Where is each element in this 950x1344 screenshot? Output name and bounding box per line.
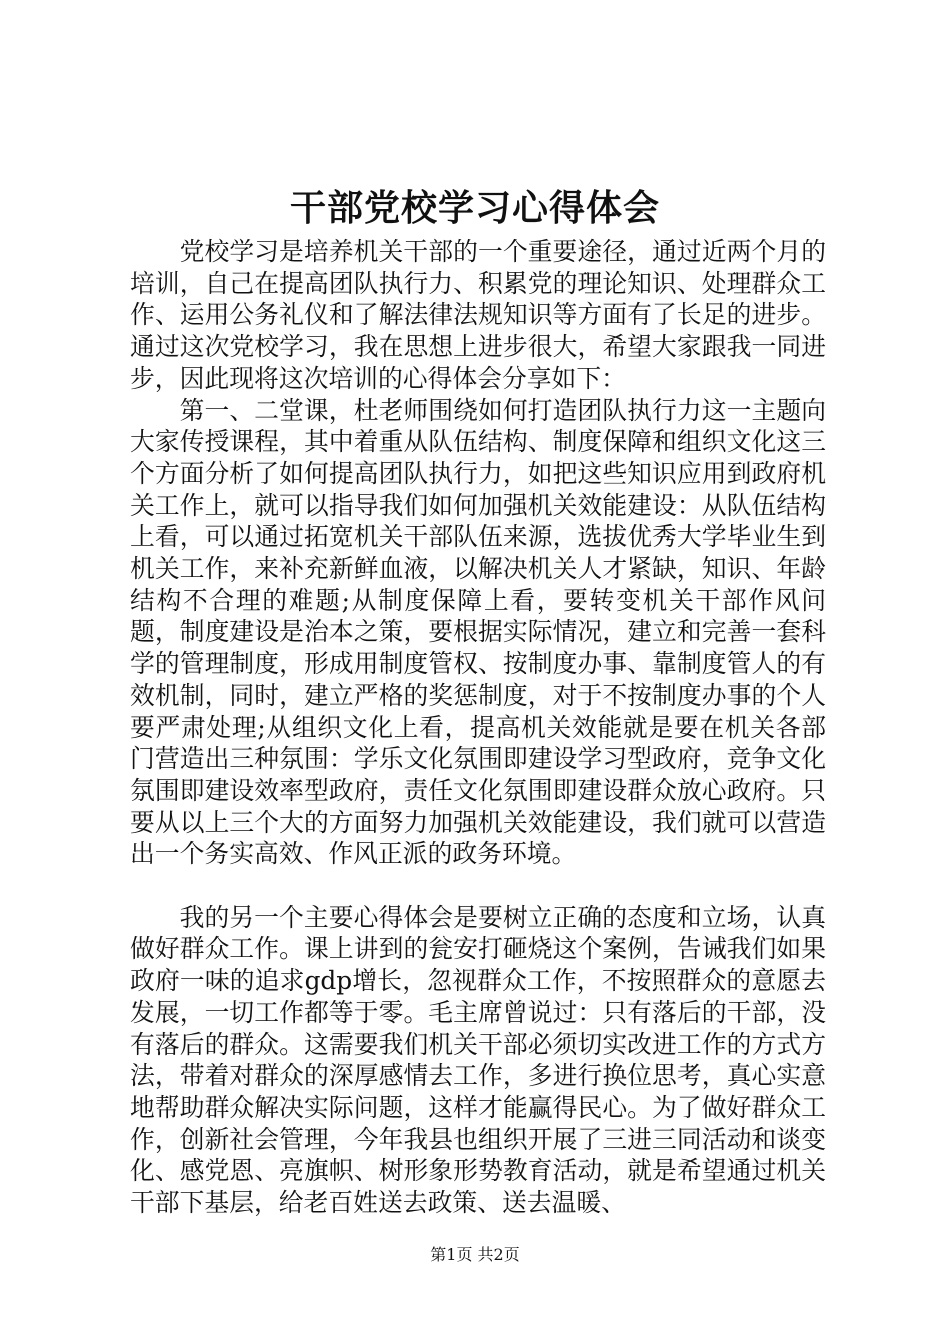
paragraph-team-execution: 第一、二堂课，杜老师围绕如何打造团队执行力这一主题向大家传授课程，其中着重从队伍结构、制度保障和组织文化这三个方面分析了如何提高团队执行力，如把这些知识应用到政府机关工作上，就可以指导我们如何加强机关效能建设：从队伍结构上看，可以通过拓宽机关干部队伍来源，选拔优秀大学毕业生到机关工作，来补充新鲜血液，以解决机关人才紧缺，知识、年龄结构不合理的难题;从制度保障上看，要转变机关干部作风问题，制度建设是治本之策，要根据实际情况，建立和完善一套科学的管理制度，形成用制度管权、按制度办事、靠制度管人的有效机制，同时，建立严格的奖惩制度，对于不按制度办事的个人要严肃处理;从组织文化上看，提高机关效能就是要在机关各部门营造出三种氛围：学乐文化氛围即建设学习型政府，竞争文化氛围即建设效率型政府，责任文化氛围即建设群众放心政府。只要从以上三个大的方面努力加强机关效能建设，我们就可以营造出一个务实高效、作风正派的政务环境。 [130,395,826,869]
document-title: 干部党校学习心得体会 [289,187,660,229]
paragraph-mass-work: 我的另一个主要心得体会是要树立正确的态度和立场，认真做好群众工作。课上讲到的瓮安打砸烧这个案例，告诫我们如果政府一味的追求gdp增长，忽视群众工作，不按照群众的意愿去发展，一切工作都等于零。毛主席曾说过：只有落后的干部，没有落后的群众。这需要我们机关干部必须切实改进工作的方式方法，带着对群众的深厚感情去工作，多进行换位思考，真心实意地帮助群众解决实际问题，这样才能赢得民心。为了做好群众工作，创新社会管理，今年我县也组织开展了三进三同活动和谈变化、感党恩、亮旗帜、树形象形势教育活动，就是希望通过机关干部下基层，给老百姓送去政策、送去温暖、 [130,902,826,1218]
paragraph-spacer [130,870,826,902]
page-footer: 第1页 共2页 [430,1245,520,1264]
paragraph-intro: 党校学习是培养机关干部的一个重要途径，通过近两个月的培训，自己在提高团队执行力、积累党的理论知识、处理群众工作、运用公务礼仪和了解法律法规知识等方面有了长足的进步。通过这次党校学习，我在思想上进步很大，希望大家跟我一同进步，因此现将这次培训的心得体会分享如下： [130,237,826,393]
document-body [130,236,826,1219]
